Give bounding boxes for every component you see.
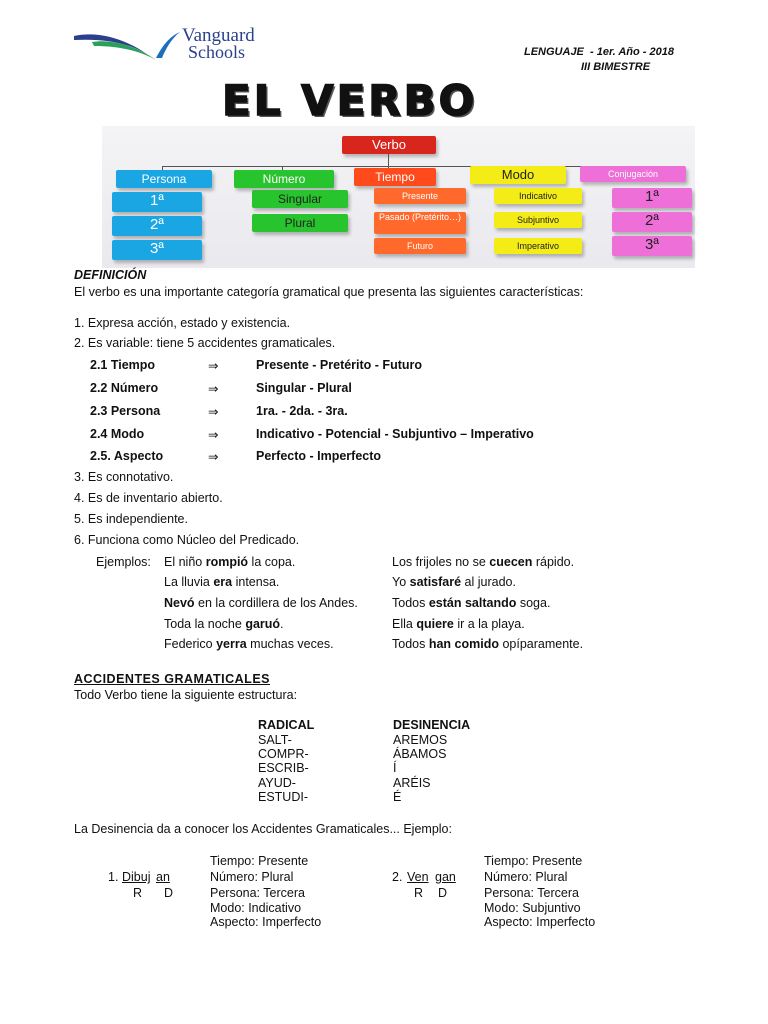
example-item: Los frijoles no se cuecen rápido.: [392, 555, 575, 569]
structure-table: [258, 718, 498, 808]
example-2-line: Número: Plural: [484, 870, 568, 884]
example-item: Toda la noche garuó.: [164, 617, 284, 631]
diagram-conjugacion-3: 3ª: [612, 236, 692, 256]
arrow-icon: ⇒: [208, 428, 219, 442]
feature-5: 5. Es independiente.: [74, 512, 188, 526]
arrow-icon: ⇒: [208, 382, 219, 396]
accidentes-heading: ACCIDENTES GRAMATICALES: [74, 672, 270, 686]
ejemplos-list: [164, 555, 624, 655]
example-2-r: R: [414, 886, 424, 900]
diagram-numero-1: Singular: [252, 190, 348, 208]
diagram-tiempo: Tiempo: [354, 168, 436, 186]
example-2-line: Aspecto: Imperfecto: [484, 915, 596, 929]
table-cell: COMPR-: [258, 747, 309, 761]
diagram-persona-2: 2ª: [112, 216, 202, 236]
example-2-num: 2.: [392, 870, 403, 884]
example-2-radical: Ven: [407, 870, 429, 884]
example-1-line: Persona: Tercera: [210, 886, 305, 900]
example-1-line: Número: Plural: [210, 870, 294, 884]
accidente-value: Presente - Pretérito - Futuro: [256, 358, 422, 372]
accidente-value: Singular - Plural: [256, 381, 352, 395]
table-cell: ÁBAMOS: [393, 747, 447, 761]
accidente-value: Perfecto - Imperfecto: [256, 449, 382, 463]
definicion-heading: DEFINICIÓN: [74, 268, 147, 282]
feature-2: 2. Es variable: tiene 5 accidentes gramaticales.: [74, 336, 336, 350]
ejemplos-label: Ejemplos:: [96, 555, 151, 569]
example-1-line: Modo: Indicativo: [210, 901, 302, 915]
diagram-persona-1: 1ª: [112, 192, 202, 212]
example-2: [392, 854, 632, 934]
table-cell: ARÉIS: [393, 776, 431, 790]
example-2-desinencia: gan: [435, 870, 456, 884]
example-item: Todos están saltando soga.: [392, 596, 551, 610]
table-cell: SALT-: [258, 733, 292, 747]
example-item: Yo satisfaré al jurado.: [392, 575, 516, 589]
diagram-conjugacion: Conjugación: [580, 166, 686, 182]
accidente-label: 2.4 Modo: [90, 427, 145, 441]
example-item: Nevó en la cordillera de los Andes.: [164, 596, 358, 610]
table-cell: Í: [393, 761, 397, 775]
arrow-icon: ⇒: [208, 450, 219, 464]
table-cell: É: [393, 790, 402, 804]
example-2-line: Modo: Subjuntivo: [484, 901, 581, 915]
page-title: EL VERBO: [222, 76, 478, 125]
feature-6: 6. Funciona como Núcleo del Predicado.: [74, 533, 300, 547]
accidentes-intro: Todo Verbo tiene la siguiente estructura:: [74, 688, 298, 702]
example-item: Ella quiere ir a la playa.: [392, 617, 525, 631]
arrow-icon: ⇒: [208, 405, 219, 419]
table-cell: AREMOS: [393, 733, 448, 747]
definicion-intro: El verbo es una importante categoría gramatical que presenta las siguientes características:: [74, 285, 584, 299]
example-2-d: D: [438, 886, 448, 900]
diagram-tiempo-3: Futuro: [374, 238, 466, 254]
example-1-line: Tiempo: Presente: [210, 854, 309, 868]
course-label: LENGUAJE - 1er. Año - 2018: [524, 46, 674, 58]
logo-line1: Vanguard: [182, 25, 255, 46]
diagram-conjugacion-1: 1ª: [612, 188, 692, 208]
accidente-value: 1ra. - 2da. - 3ra.: [256, 404, 348, 418]
diagram-persona-3: 3ª: [112, 240, 202, 260]
example-1: [108, 854, 348, 934]
accidente-label: 2.3 Persona: [90, 404, 161, 418]
example-1-num: 1.: [108, 870, 119, 884]
example-1-desinencia: an: [156, 870, 170, 884]
col-desinencia-header: DESINENCIA: [393, 718, 471, 732]
accidente-label: 2.2 Número: [90, 381, 159, 395]
col-radical-header: RADICAL: [258, 718, 315, 732]
arrow-icon: ⇒: [208, 359, 219, 373]
table-cell: ESTUDI-: [258, 790, 308, 804]
feature-3: 3. Es connotativo.: [74, 470, 174, 484]
term-label: III BIMESTRE: [581, 61, 651, 73]
example-1-d: D: [164, 886, 174, 900]
example-item: La lluvia era intensa.: [164, 575, 280, 589]
example-1-r: R: [133, 886, 143, 900]
desinencia-text: La Desinencia da a conocer los Accidentes Gramaticales... Ejemplo:: [74, 822, 452, 836]
example-2-line: Persona: Tercera: [484, 886, 579, 900]
diagram-modo: Modo: [470, 166, 566, 184]
example-item: El niño rompió la copa.: [164, 555, 296, 569]
diagram-modo-2: Subjuntivo: [494, 212, 582, 228]
diagram-root: Verbo: [342, 136, 436, 154]
logo-swoosh-icon: [72, 28, 182, 62]
accidente-value: Indicativo - Potencial - Subjuntivo – Imperativo: [256, 427, 534, 441]
diagram-persona: Persona: [116, 170, 212, 188]
example-2-line: Tiempo: Presente: [484, 854, 583, 868]
diagram-numero: Número: [234, 170, 334, 188]
diagram-conjugacion-2: 2ª: [612, 212, 692, 232]
diagram-modo-3: Imperativo: [494, 238, 582, 254]
feature-4: 4. Es de inventario abierto.: [74, 491, 223, 505]
logo-line2: Schools: [188, 42, 246, 62]
table-cell: AYUD-: [258, 776, 296, 790]
feature-1: 1. Expresa acción, estado y existencia.: [74, 316, 291, 330]
diagram-numero-2: Plural: [252, 214, 348, 232]
accidentes-list: [90, 358, 650, 470]
diagram-tiempo-1: Presente: [374, 188, 466, 204]
accidente-label: 2.5. Aspecto: [90, 449, 164, 463]
logo: [72, 25, 312, 64]
example-1-line: Aspecto: Imperfecto: [210, 915, 322, 929]
verb-diagram: [102, 126, 695, 268]
example-item: Federico yerra muchas veces.: [164, 637, 334, 651]
example-item: Todos han comido opíparamente.: [392, 637, 584, 651]
table-cell: ESCRIB-: [258, 761, 309, 775]
diagram-modo-1: Indicativo: [494, 188, 582, 204]
example-1-radical: Dibuj: [122, 870, 151, 884]
diagram-tiempo-2: Pasado (Pretérito…): [374, 212, 466, 234]
accidente-label: 2.1 Tiempo: [90, 358, 156, 372]
